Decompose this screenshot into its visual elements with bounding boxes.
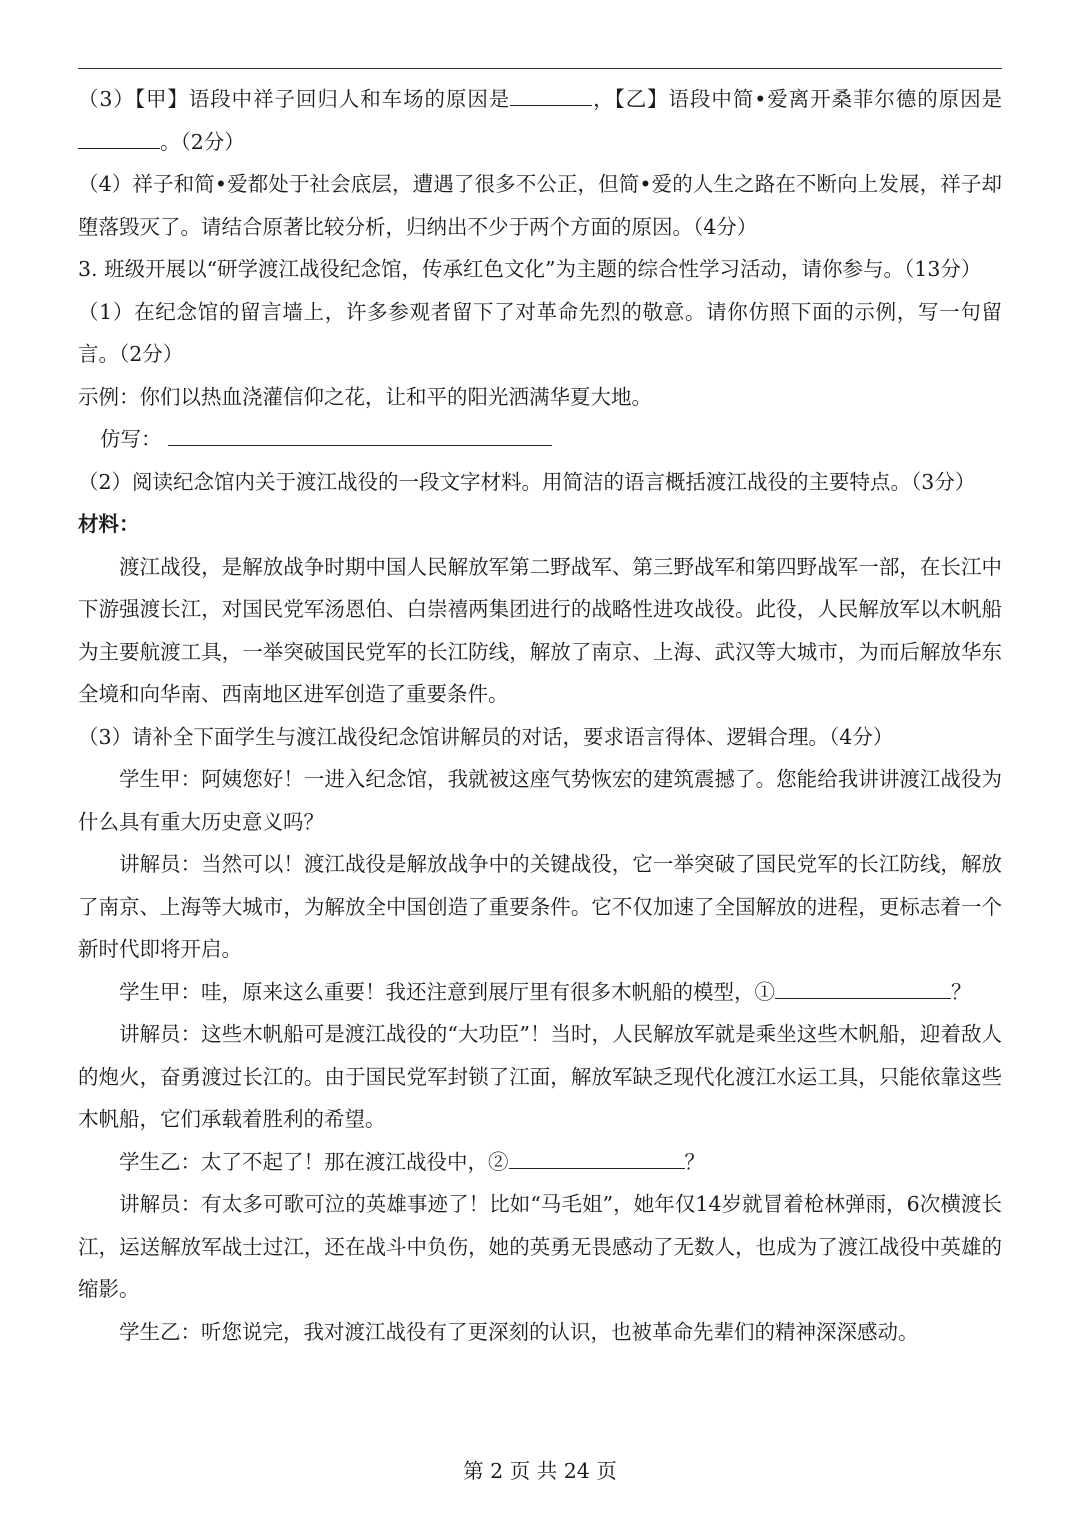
dialogue-line-5 [78,1141,1002,1184]
q3-3-text-b: ，【乙】语段中简•爱离开桑菲尔德的原因是 [592,87,1002,111]
imitate-answer-blank[interactable] [168,421,552,446]
imitate-label: 仿写： [100,427,162,451]
dialogue-3-text: 学生甲：哇，原来这么重要！我还注意到展厅里有很多木帆船的模型，① [119,979,775,1004]
dialogue-5-text: 学生乙：太了不起了！那在渡江战役中，② [119,1149,509,1174]
dialogue-line-7: 学生乙：听您说完，我对渡江战役有了更深刻的认识，也被革命先辈们的精神深深感动。 [119,1319,919,1344]
dialogue-line-6: 讲解员：有太多可歌可泣的英雄事迹了！比如“马毛姐”，她年仅14岁就冒着枪林弹雨，6次横渡长江，运送解放军战士过江，还在战斗中负伤，她的英勇无畏感动了无数人，也成为了渡江战役中英雄的缩影。 [78,1192,1002,1301]
question-3-main: 3. 班级开展以“研学渡江战役纪念馆，传承红色文化”为主题的综合性学习活动，请你参与。（13分） [78,257,982,281]
material-text: 渡江战役，是解放战争时期中国人民解放军第二野战军、第三野战军和第四野战军一部，在长江中下游强渡长江，对国民党军汤恩伯、白崇禧两集团进行的战略性进攻战役。此役，人民解放军以木帆船为主要航渡工具，一举突破国民党军的长江防线，解放了南京、上海、武汉等大城市，为而后解放华东全境和向华南、西南地区进军创造了重要条件。 [78,554,1002,706]
question-3-sub3: （3）请补全下面学生与渡江战役纪念馆讲解员的对话，要求语言得体、逻辑合理。（4分） [78,724,894,749]
q3-3-text-a: （3）【甲】语段中祥子回归人和车场的原因是 [78,87,511,111]
q3-3-text-c: 。（2分） [160,129,245,154]
dialogue-answer-blank-2[interactable] [509,1144,685,1169]
dialogue-line-2: 讲解员：当然可以！渡江战役是解放战争中的关键战役，它一举突破了国民党军的长江防线，解放了南京、上海等大城市，为解放全中国创造了重要条件。它不仅加速了全国解放的进程，更标志着一个新时代即将开启。 [78,852,1002,961]
question-3-3 [78,78,1002,163]
dialogue-line-3 [78,971,1002,1014]
example-sentence: 示例：你们以热血浇灌信仰之花，让和平的阳光洒满华夏大地。 [78,384,652,409]
question-3-sub2: （2）阅读纪念馆内关于渡江战役的一段文字材料。用简洁的语言概括渡江战役的主要特点。（3分） [78,469,976,494]
dialogue-3-mark: ？ [951,979,972,1004]
header-rule [78,68,1002,69]
dialogue-line-4: 讲解员：这些木帆船可是渡江战役的“大功臣”！当时，人民解放军就是乘坐这些木帆船，迎着敌人的炮火，奋勇渡过长江的。由于国民党军封锁了江面，解放军缺乏现代化渡江水运工具，只能依靠这些木帆船，它们承载着胜利的希望。 [78,1022,1002,1131]
question-3-sub1: （1）在纪念馆的留言墙上，许多参观者留下了对革命先烈的敬意。请你仿照下面的示例，写一句留言。（2分） [78,299,1002,366]
material-label: 材料： [78,512,140,536]
answer-blank-2[interactable] [78,124,160,149]
page-content [78,78,1002,1353]
answer-blank-1[interactable] [510,81,592,106]
dialogue-line-1: 学生甲：阿姨您好！一进入纪念馆，我就被这座气势恢宏的建筑震撼了。您能给我讲讲渡江战役为什么具有重大历史意义吗？ [78,767,1002,834]
page-footer: 第 2 页 共 24 页 [463,1459,617,1483]
dialogue-5-mark: ？ [684,1149,705,1174]
dialogue-answer-blank-1[interactable] [775,974,951,999]
question-3-4: （4）祥子和简•爱都处于社会底层，遭遇了很多不公正，但简•爱的人生之路在不断向上发展，祥子却堕落毁灭了。请结合原著比较分析，归纳出不少于两个方面的原因。（4分） [78,172,1002,239]
imitate-line [78,418,1002,461]
